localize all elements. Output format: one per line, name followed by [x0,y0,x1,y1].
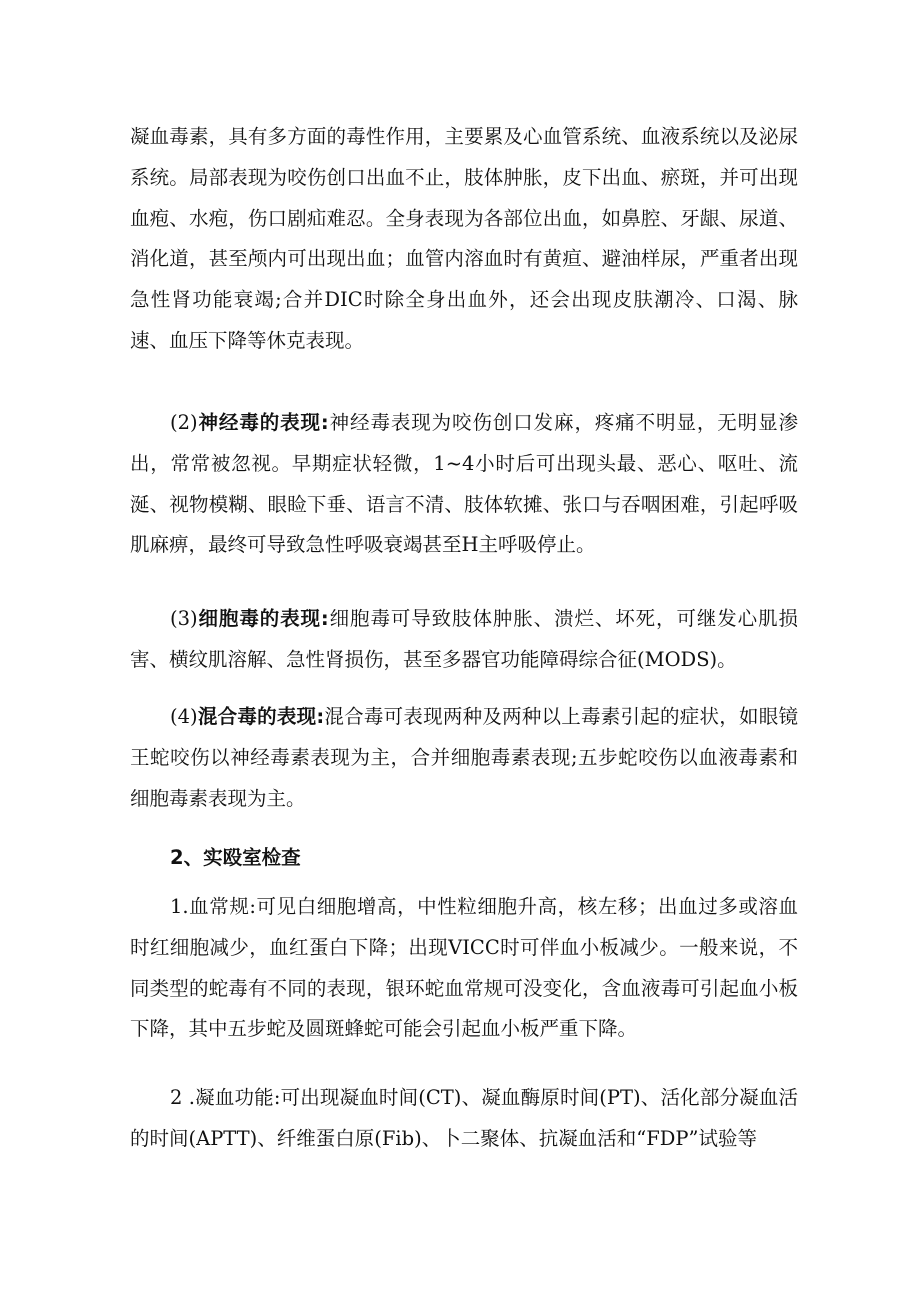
paragraph-neurotoxin [130,403,798,566]
neurotoxin-text: 神经毒表现为咬伤创口发麻，疼痛不明显，无明显渗出，常常被忽视。早期症状轻微，1~4小时后可出现头最、恶心、呕吐、流涎、视物模糊、眼睑下垂、语言不清、肢体软摊、张口与吞咽困难，引起呼吸肌麻痹，最终可导致急性呼吸衰竭甚至H主呼吸停止。 [130,411,798,557]
cytotoxin-number: (3) [170,607,198,630]
neurotoxin-title: 神经毒的表现: [197,411,329,434]
paragraph-cytotoxin [130,599,798,681]
neurotoxin-number: (2) [170,411,198,434]
section-heading-lab-tests: 2、实殴室检查 [170,846,301,869]
cytotoxin-title: 细胞毒的表现: [197,607,329,630]
mixed-toxin-text: 混合毒可表现两种及两种以上毒素引起的症状，如眼镜王蛇咬伤以神经毒素表现为主，合并细胞毒素表现;五步蛇咬伤以血液毒素和细胞毒素表现为主。 [130,705,798,810]
mixed-toxin-title: 混合毒的表现: [197,705,325,728]
mixed-toxin-number: (4) [170,705,198,728]
paragraph-hemotoxin: 凝血毒素，具有多方面的毒性作用，主要累及心血管系统、血液系统以及泌尿系统。局部表现为咬伤创口出血不止，肢体肿胀，皮下出血、瘀斑，并可出现血疱、水疱，伤口剧疝难忍。全身表现为各部位出血，如鼻腔、牙龈、尿道、消化道，甚至颅内可出现出血；血管内溶血时有黄疸、避油样尿，严重者出现急性肾功能衰竭;合并DIC时除全身出血外，还会出现皮肤潮冷、口渴、脉速、血压下降等休克表现。 [130,125,798,352]
paragraph-blood-routine: 1.血常规:可见白细胞增高，中性粒细胞升高，核左移；出血过多或溶血时红细胞减少，血红蛋白下降；出现VICC时可伴血小板减少。一般来说，不同类型的蛇毒有不同的表现，银环蛇血常规可没变化，含血液毒可引起血小板下降，其中五步蛇及圆斑蜂蛇可能会引起血小板严重下降。 [130,895,798,1041]
paragraph-coagulation: 2 .凝血功能:可出现凝血时间(CT)、凝血酶原时间(PT)、活化部分凝血活的时间(APTT)、纤维蛋白原(Fib)、卜二聚体、抗凝血活和“FDP”试验等 [130,1086,798,1150]
cytotoxin-text: 细胞毒可导致肢体肿胀、溃烂、坏死，可继发心肌损害、横纹肌溶解、急性肾损伤，甚至多器官功能障碍综合征(MODS)。 [130,607,798,671]
paragraph-mixed-toxin [130,697,798,819]
